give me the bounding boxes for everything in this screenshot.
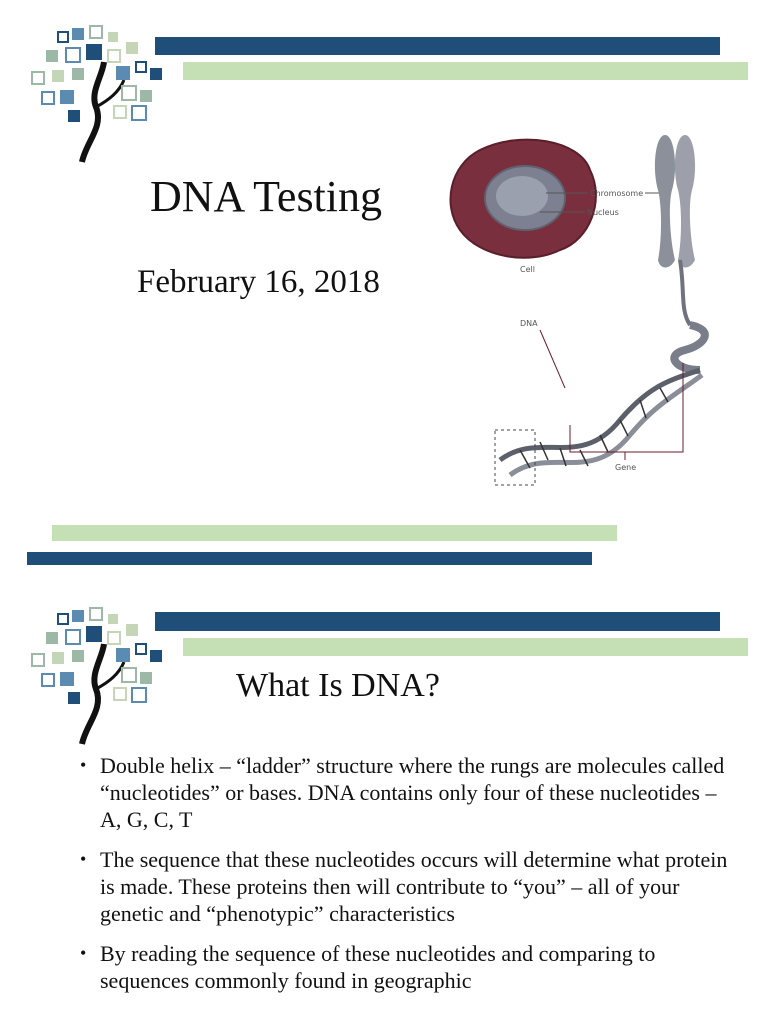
header-bar-green	[183, 62, 748, 80]
dna-label: DNA	[520, 319, 538, 328]
cell-label: Cell	[520, 265, 535, 274]
bullet-text: Double helix – “ladder” structure where the rungs are molecules called “nucleotides” or bases. DNA contains only four of these nucleotides – A, G, C, T	[100, 753, 725, 832]
bullet-icon: •	[80, 755, 87, 775]
header-bar-green	[183, 638, 748, 656]
slide-title: What Is DNA?	[236, 667, 440, 704]
tree-logo-icon	[24, 22, 174, 164]
bullet-icon: •	[80, 943, 87, 963]
slide-date: February 16, 2018	[137, 264, 380, 300]
gene-label: Gene	[615, 463, 637, 472]
footer-bar-blue	[27, 552, 592, 565]
dna-helix-illustration	[495, 370, 702, 485]
chromosome-illustration	[655, 135, 695, 325]
tree-logo-icon	[24, 604, 174, 746]
bullet-item	[80, 940, 740, 994]
bullet-text: By reading the sequence of these nucleotides and comparing to sequences commonly found in geographic	[100, 941, 656, 993]
footer-bar-green	[52, 525, 617, 541]
bullet-item	[80, 752, 740, 833]
chromosome-label: Chromosome	[590, 189, 644, 198]
header-bar-blue	[155, 612, 720, 631]
bullet-item	[80, 846, 740, 927]
slide-title: DNA Testing	[150, 172, 383, 221]
content-slide	[0, 592, 768, 1024]
bullet-list	[80, 752, 740, 1007]
nucleus-label: Nucleus	[587, 208, 619, 217]
dna-diagram	[440, 130, 760, 500]
header-bar-blue	[155, 37, 720, 55]
bullet-text: The sequence that these nucleotides occurs will determine what protein is made. These proteins then will contribute to “you” – all of your genetic and “phenotypic” characteristics	[100, 847, 728, 926]
bullet-icon: •	[80, 849, 87, 869]
